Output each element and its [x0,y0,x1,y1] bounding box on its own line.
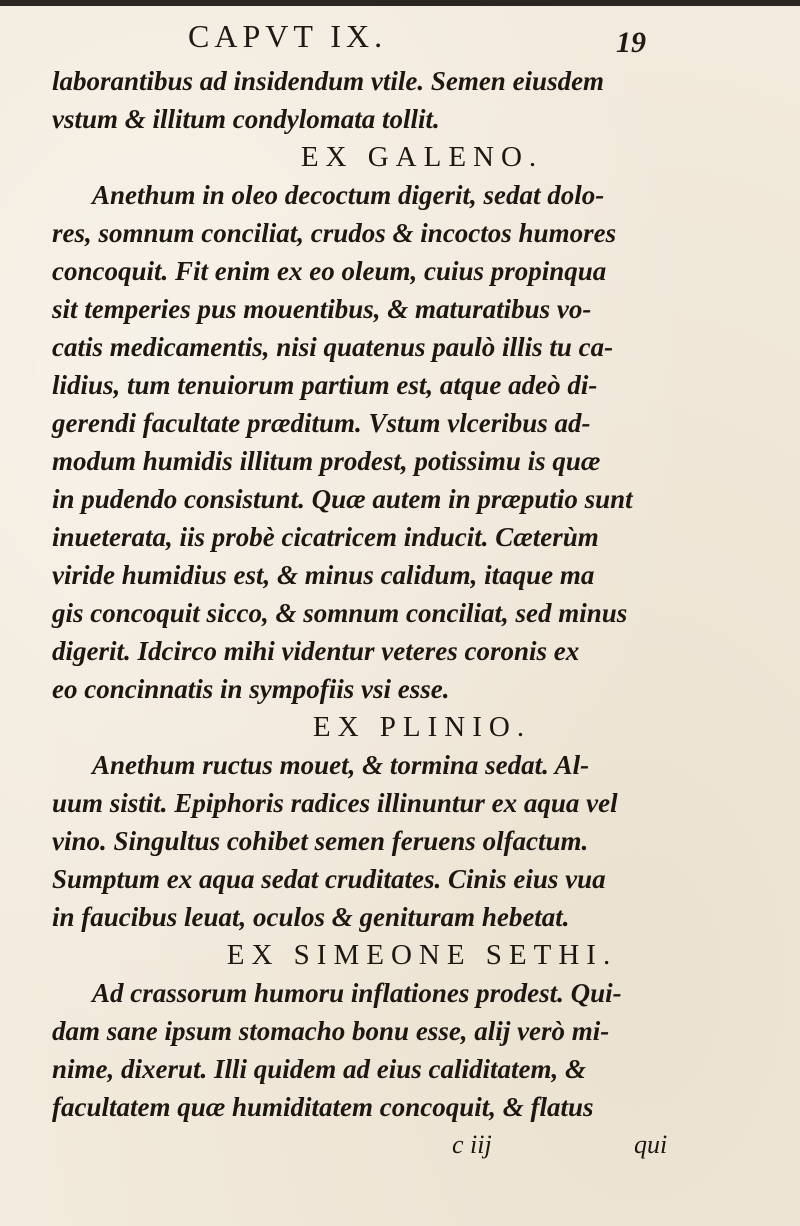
text-line: viride humidius est, & minus calidum, itaque ma [52,560,595,590]
text-line: dam sane ipsum stomacho bonu esse, alij verò mi- [52,1016,610,1046]
text-line: in faucibus leuat, oculos & genituram hebetat. [52,902,570,932]
text-line: concoquit. Fit enim ex eo oleum, cuius propinqua [52,256,607,286]
text-line: catis medicamentis, nisi quatenus paulò illis tu ca- [52,332,614,362]
signature-mark: c iij [452,1130,492,1159]
section-heading-pliny: EX PLINIO. [312,711,532,743]
text-line: laborantibus ad insidendum vtile. Semen eiusdem [52,66,605,96]
text-line: eo concinnatis in sympofiis vsi esse. [52,674,450,704]
text-line: gerendi facultate præditum. Vstum vlceribus ad- [52,408,591,438]
main-text [52,62,772,1164]
catchword: qui [634,1130,668,1159]
section-heading-galen: EX GALENO. [300,141,544,173]
running-head: CAPVT IX. [188,18,388,54]
text-line: nime, dixerut. Illi quidem ad eius caliditatem, & [52,1054,587,1084]
text-line: Sumptum ex aqua sedat cruditates. Cinis eius vua [52,864,606,894]
text-line: res, somnum conciliat, crudos & incoctos humores [52,218,617,248]
top-edge-rule [0,0,800,6]
page-footer [52,1126,772,1164]
text-line: modum humidis illitum prodest, potissimu is quæ [52,446,601,476]
text-line: vstum & illitum condylomata tollit. [52,104,440,134]
section-heading-simeon-sethi: EX SIMEONE SETHI. [226,939,618,971]
text-line: Anethum in oleo decoctum digerit, sedat dolo- [92,180,605,210]
page-header [0,18,800,58]
page-number: 19 [616,26,646,59]
text-line: lidius, tum tenuiorum partium est, atque adeò di- [52,370,598,400]
text-line: gis concoquit sicco, & somnum conciliat, sed minus [52,598,628,628]
text-line: digerit. Idcirco mihi videntur veteres coronis ex [52,636,580,666]
text-line: vino. Singultus cohibet semen feruens olfactum. [52,826,589,856]
text-line: Anethum ructus mouet, & tormina sedat. Al- [92,750,590,780]
text-line: in pudendo consistunt. Quæ autem in præputio sunt [52,484,633,514]
text-line: sit temperies pus mouentibus, & maturatibus vo- [52,294,592,324]
text-line: facultatem quæ humiditatem concoquit, & flatus [52,1092,594,1122]
text-line: Ad crassorum humoru inflationes prodest. Qui- [92,978,622,1008]
text-line: uum sistit. Epiphoris radices illinuntur ex aqua vel [52,788,618,818]
text-line: inueterata, iis probè cicatricem inducit. Cæterùm [52,522,599,552]
